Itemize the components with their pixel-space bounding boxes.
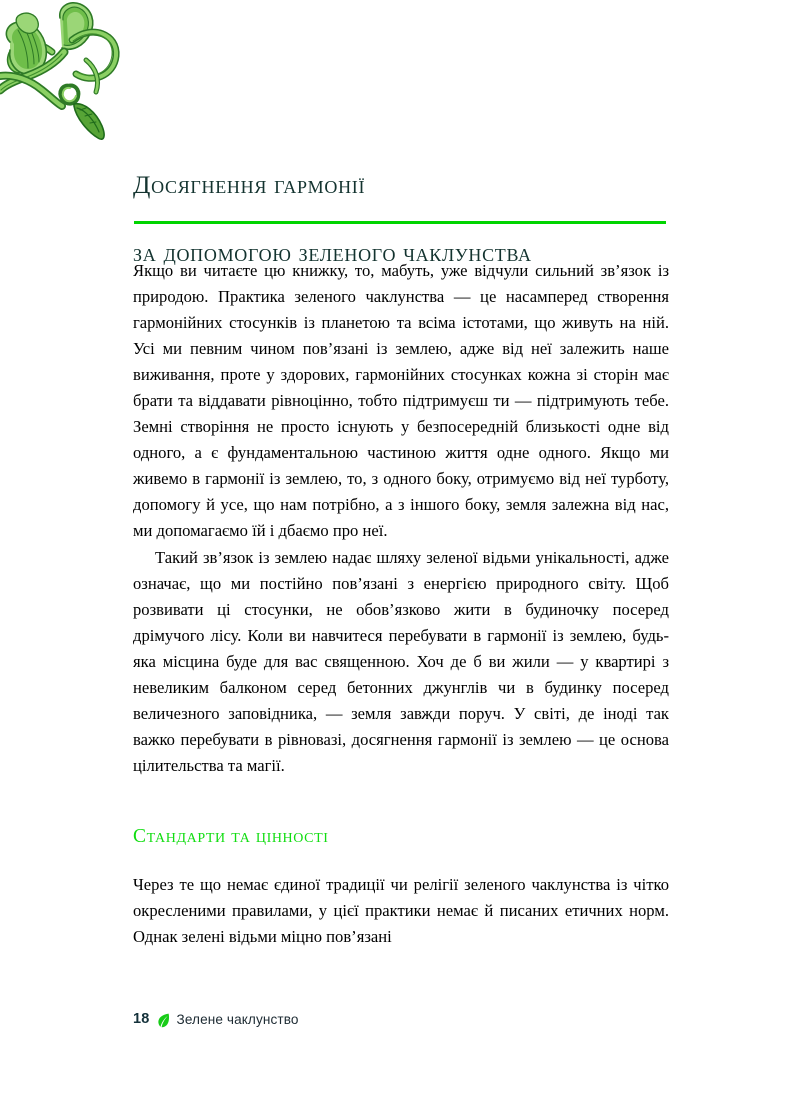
title-divider-rule [134, 221, 666, 224]
body-paragraph: Якщо ви читаєте цю книжку, то, мабуть, уже відчули сильний зв’язок із природою. Практика зеленого чаклунства — це насамперед створення гармонійних стосунків із планетою та всіма істотами, що живуть на ній. Усі ми певним чином пов’язані із землею, адже від неї залежить наше виживання, проте у здорових, гармонійних стосунках кожна зі сторін має брати та віддавати рівноцінно, тобто підтримуєш ти — підтримують тебе. Земні створіння не просто існують у безпосередній близькості одне від одного, а є фундаментальною частиною життя одне одного. Якщо ми живемо в гармонії із землею, то, з одного боку, отримуємо від неї турботу, допомогу й усе, що нам потрібно, а з іншого боку, земля залежна від нас, ми допомагаємо їй і дбаємо про неї. [133, 261, 669, 541]
spacer [133, 779, 669, 825]
body-paragraph: Через те що немає єдиної традиції чи релігії зеленого чаклунства із чітко окресленими правилами, у цієї практики немає й писаних етичних норм. Однак зелені відьми міцно пов’язані [133, 874, 669, 947]
footer-book-title: Зелене чаклунство [176, 1011, 299, 1027]
vine-stem-group [0, 3, 116, 139]
page-content [133, 0, 669, 1119]
vine-illustration [0, 0, 140, 150]
body-paragraph: Такий зв’язок із землею надає шляху зеленої відьми унікальності, адже означає, що ми постійно пов’язані з енергією природного світу. Щоб розвивати ці стосунки, не обов’язково жити в будиночку посеред дрімучого лісу. Коли ви навчитеся перебувати в гармонії із землею, будь-яка місцина буде для вас священною. Хоч де б ви жили — у квартирі з невеликим балконом серед бетонних джунглів чи в будинку посеред величезного заповідника, — земля завжди поруч. У світі, де іноді так важко перебувати в рівновазі, досягнення гармонії із землею — це основа цілительства та магії. [133, 547, 669, 775]
page-footer [133, 1011, 299, 1027]
body-text-block [133, 258, 669, 950]
spacer [133, 849, 669, 872]
chapter-title-line-2: за допомогою зеленого чаклунства [133, 238, 532, 267]
leaf-icon [157, 1013, 170, 1028]
chapter-title-line-1: Досягнення гармонії [133, 170, 366, 199]
page-number: 18 [133, 1011, 150, 1027]
section-heading: Стандарти та цінності [133, 825, 329, 847]
